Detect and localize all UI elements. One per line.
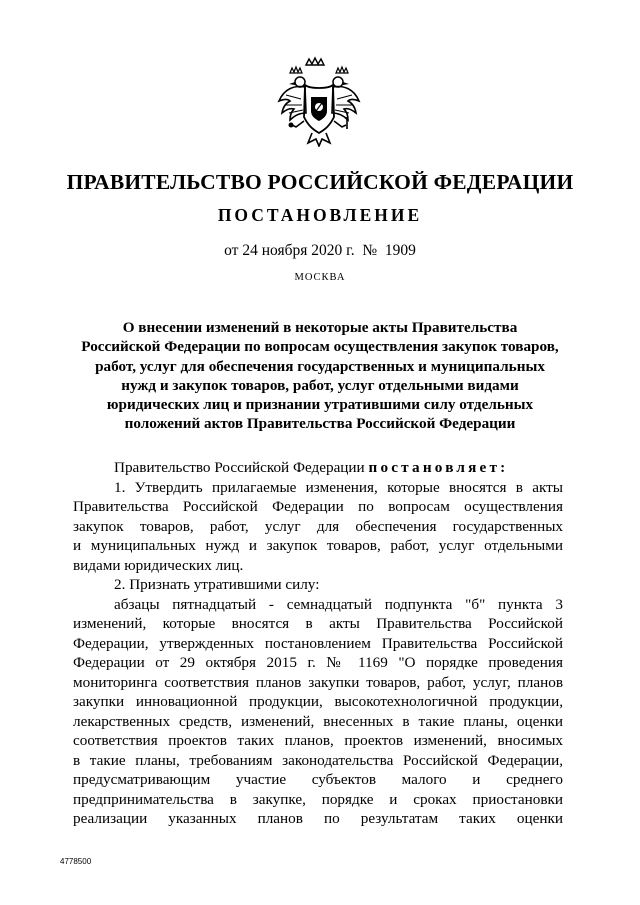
subject-line: положений актов Правительства Российской Федерации — [124, 415, 516, 433]
paragraph-3-line: изменений, которые вносятся в акты Правительства Российской — [73, 615, 563, 632]
city: МОСКВА — [294, 272, 346, 283]
paragraph-3-line: в такие планы, требованиям законодательства Российской Федерации, — [73, 751, 563, 769]
paragraph-3-line: реализации указанных планов по результатам таких оценки — [73, 810, 563, 827]
subject-line: работ, услуг для обеспечения государственных и муниципальных — [95, 357, 545, 375]
paragraph-3-line: закупки инновационной продукции, высокотехнологичной продукции, — [73, 693, 563, 710]
paragraph-3-line: абзацы пятнадцатый - семнадцатый подпункта "б" пункта 3 — [114, 595, 563, 613]
paragraph-3-line: Федерации, утвержденных постановлением Правительства Российской — [73, 634, 563, 652]
subject-line: О внесении изменений в некоторые акты Правительства — [122, 319, 518, 336]
paragraph-1-line: закупок товаров, работ, услуг для обеспечения государственных — [73, 517, 563, 535]
paragraph-3-line: предусматривающим участие субъектов малого и среднего — [73, 771, 563, 788]
preamble — [73, 458, 563, 478]
paragraph-3-line: мониторинга соответствия планов закупки товаров, работ, услуг, планов — [73, 673, 563, 691]
paragraph-3-line: Федерации от 29 октября 2015 г. № 1169 "О порядке проведения — [73, 654, 563, 671]
paragraph-1-line: и муниципальных нужд и закупок товаров, работ, услуг отдельными — [73, 537, 563, 554]
paragraph-1-line: Правительства Российской Федерации по вопросам осуществления — [73, 498, 563, 515]
subject-line: юридических лиц и признании утратившими силу отдельных — [106, 396, 534, 414]
document-number: № 1909 — [362, 242, 416, 259]
russian-coat-of-arms-icon — [276, 55, 362, 147]
date-number-line — [0, 242, 640, 260]
government-title: ПРАВИТЕЛЬСТВО РОССИЙСКОЙ ФЕДЕРАЦИИ — [66, 170, 574, 194]
document-date: от 24 ноября 2020 г. — [224, 242, 355, 259]
subject-line: нужд и закупок товаров, работ, услуг отдельными видами — [121, 376, 519, 394]
paragraph-2-heading: 2. Признать утратившими силу: — [114, 576, 320, 593]
paragraph-3-line: лекарственных средств, изменений, внесенных в такие планы, оценки — [73, 712, 563, 730]
subject-line: Российской Федерации по вопросам осуществления закупок товаров, — [81, 338, 559, 356]
document-type: ПОСТАНОВЛЕНИЕ — [217, 205, 423, 225]
document-body — [73, 458, 563, 829]
paragraph-3-line: соответствия проектов таких планов, проектов изменений, вносимых — [73, 732, 563, 749]
paragraph-1-line: 1. Утвердить прилагаемые изменения, которые вносятся в акты — [114, 478, 563, 496]
document-subject — [80, 318, 560, 434]
document-code: 4778500 — [60, 857, 92, 866]
preamble-text: Правительство Российской Федерации — [114, 459, 369, 476]
decree-word: постановляет: — [368, 459, 509, 476]
paragraph-3-line: предпринимательства в закупке, порядке и сроках приостановки — [73, 790, 563, 808]
paragraph-1-line: видами юридических лиц. — [73, 556, 244, 574]
